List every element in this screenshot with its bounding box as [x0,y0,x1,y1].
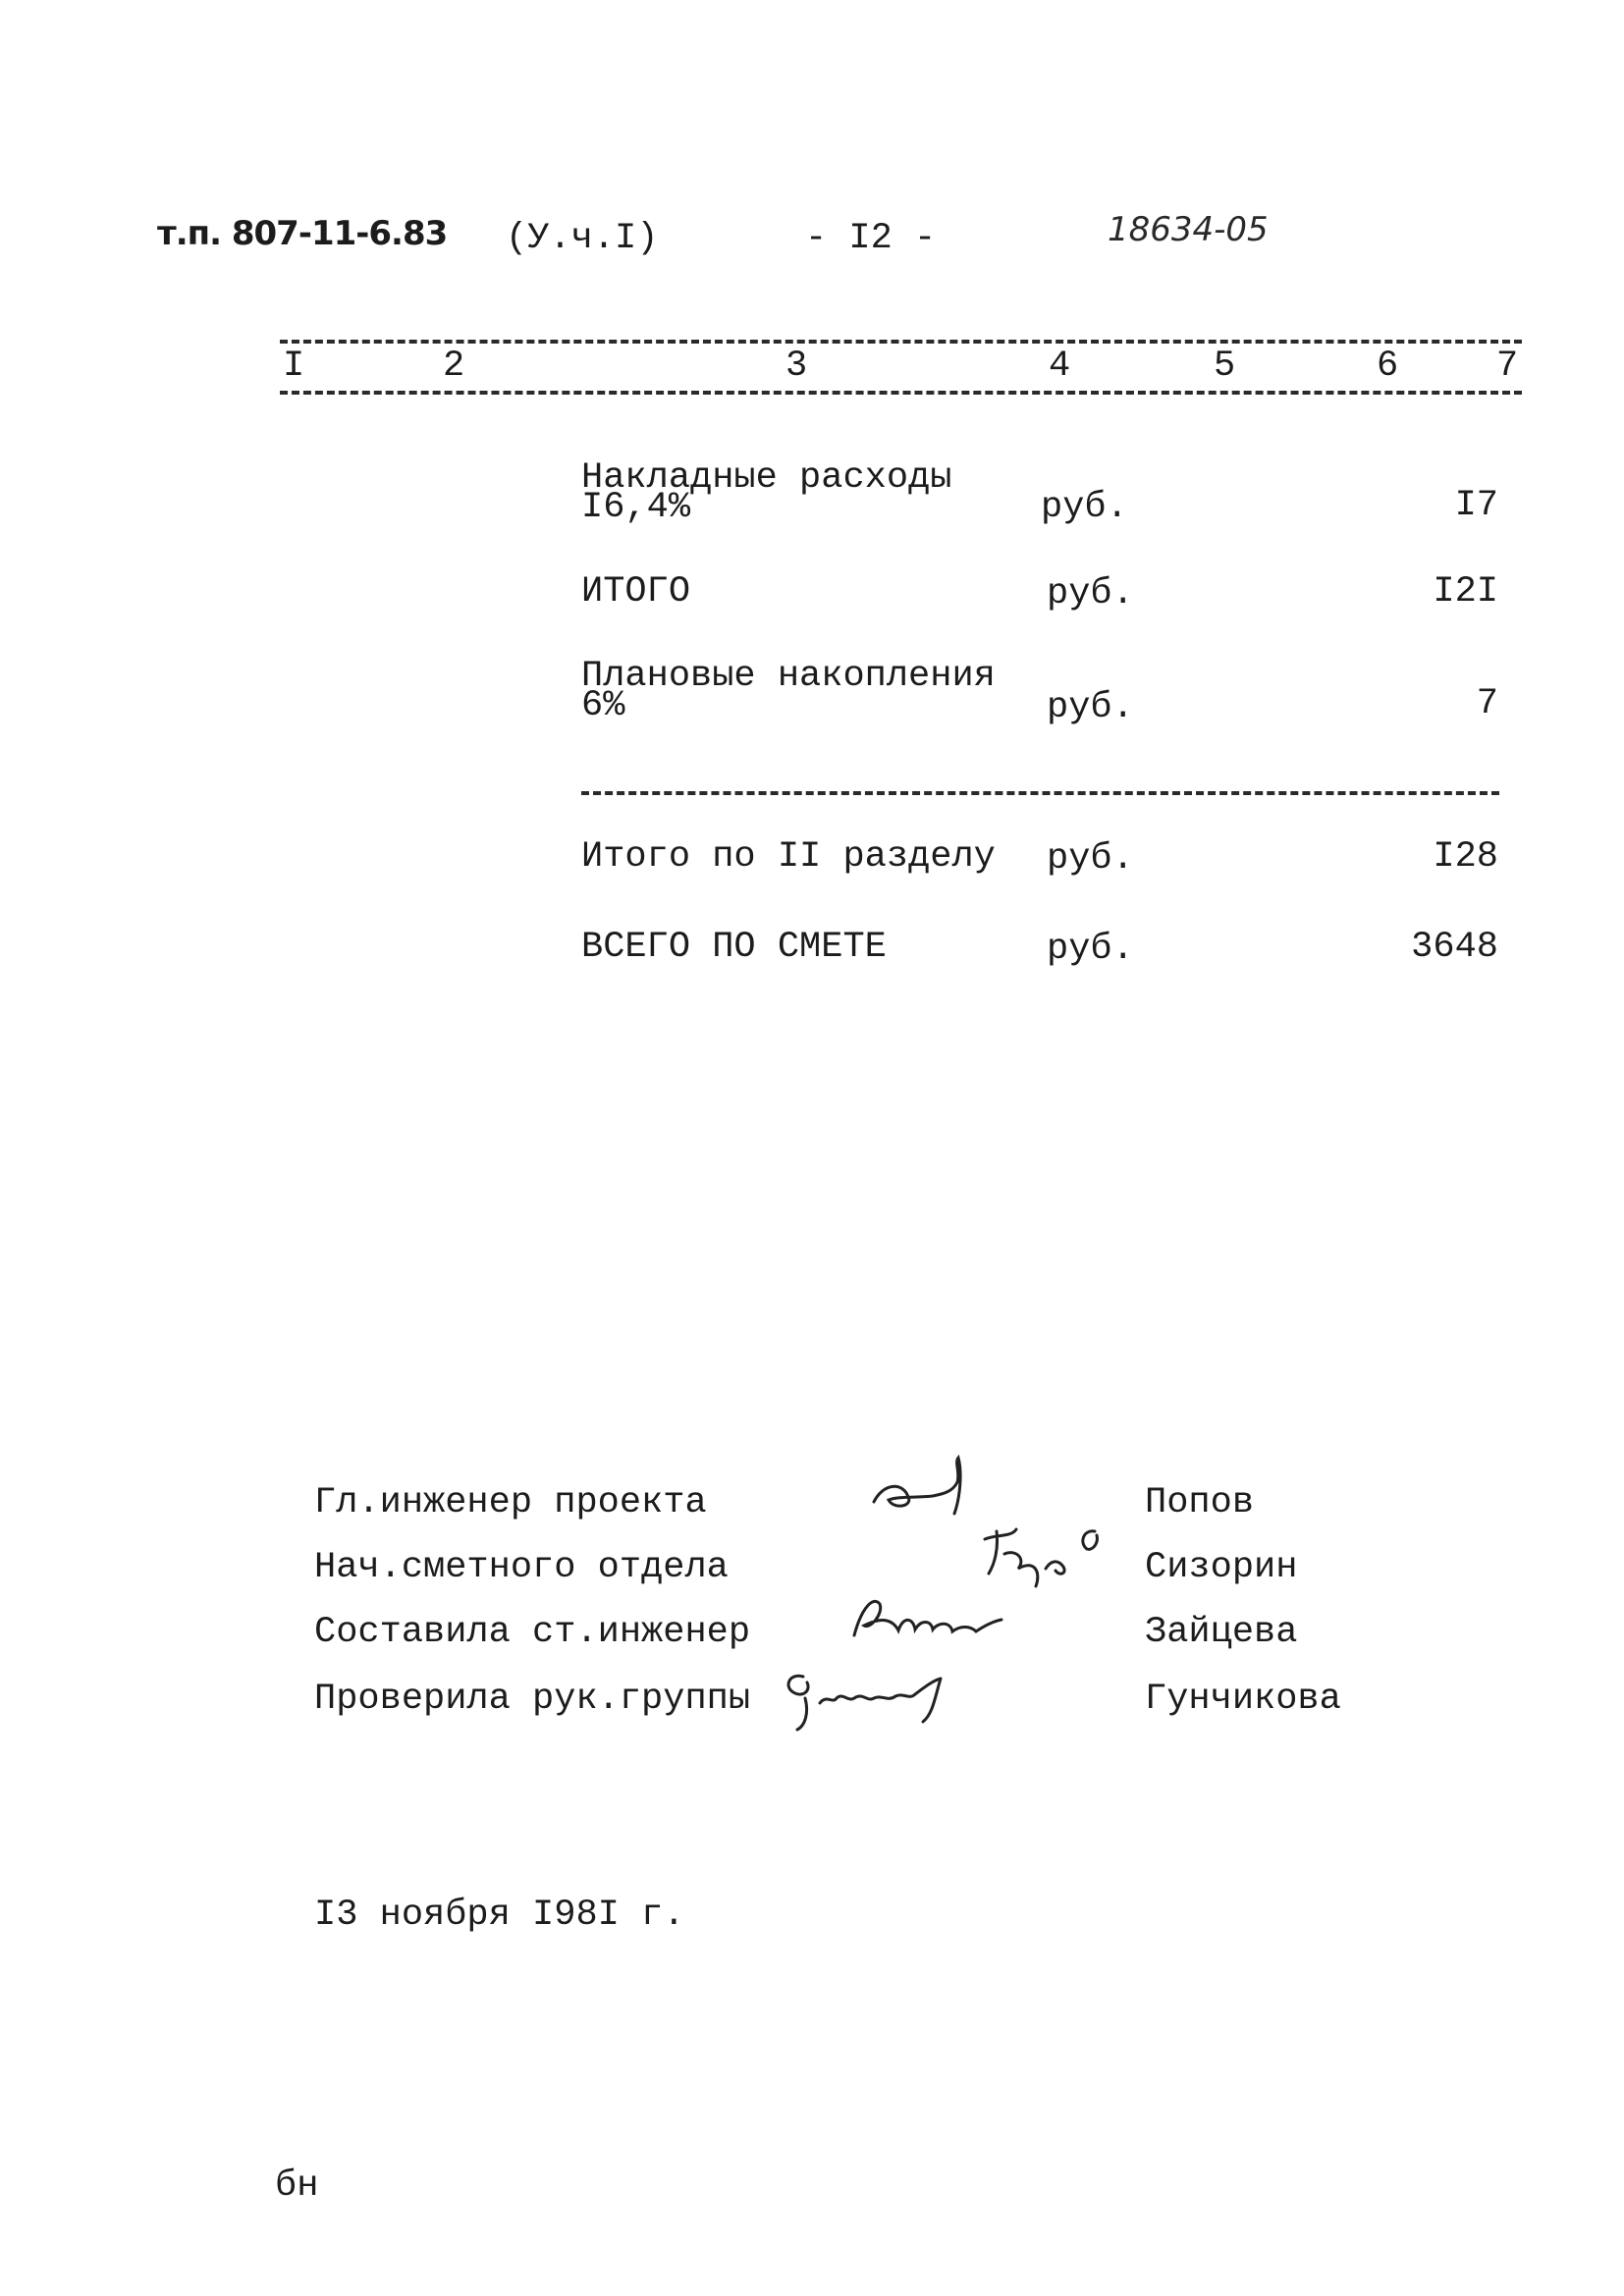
signature-role: Нач.сметного отдела [314,1547,729,1588]
volume-label: (У.ч.I) [506,218,659,259]
column-number-5: 5 [1210,346,1239,387]
row-value: I2I [1433,571,1498,613]
grand-total-name: ВСЕГО ПО СМЕТЕ [581,927,887,968]
column-number-2: 2 [439,346,468,387]
column-number-7: 7 [1492,346,1522,387]
signatory-name: Попов [1145,1482,1255,1523]
row-name-line1: Накладные расходы [581,457,952,499]
table-header-rule [280,391,1522,395]
signature-role: Проверила рук.группы [314,1679,751,1720]
total-name: Итого по II разделу [581,836,996,878]
row-name-line1: Плановые накопления [581,656,996,697]
totals-rule [581,791,1499,795]
signatory-name: Сизорин [1145,1547,1298,1588]
row-name-line2: 6% [581,685,625,726]
grand-total-unit: руб. [1047,929,1134,970]
grand-total-value: 3648 [1411,927,1498,968]
column-number-1: I [279,346,308,387]
signatory-name: Гунчикова [1145,1679,1341,1720]
signature-scribble-3 [844,1586,1041,1655]
row-value: 7 [1476,683,1498,724]
footer-mark: бн [275,2165,319,2207]
project-code: т.п. 807-11-6.83 [157,214,448,253]
column-number-6: 6 [1373,346,1402,387]
total-unit: руб. [1047,838,1134,880]
row-unit: руб. [1047,573,1134,614]
signatory-name: Зайцева [1145,1612,1298,1653]
signature-scribble-4 [776,1659,972,1737]
document-date: I3 ноября I98I г. [314,1895,685,1936]
row-value: I7 [1454,485,1498,526]
column-number-3: 3 [782,346,811,387]
total-value: I28 [1433,836,1498,878]
row-name-line2: I6,4% [581,487,691,528]
page-number: - I2 - [805,218,937,259]
row-unit: руб. [1047,687,1134,728]
signature-role: Гл.инженер проекта [314,1482,707,1523]
archive-number: 18634-05 [1108,210,1269,249]
row-name-line1: ИТОГО [581,571,691,613]
signature-role: Составила ст.инженер [314,1612,751,1653]
column-number-4: 4 [1045,346,1074,387]
row-unit: руб. [1041,487,1128,528]
signature-scribble-1 [864,1453,992,1531]
table-top-rule [280,340,1522,344]
